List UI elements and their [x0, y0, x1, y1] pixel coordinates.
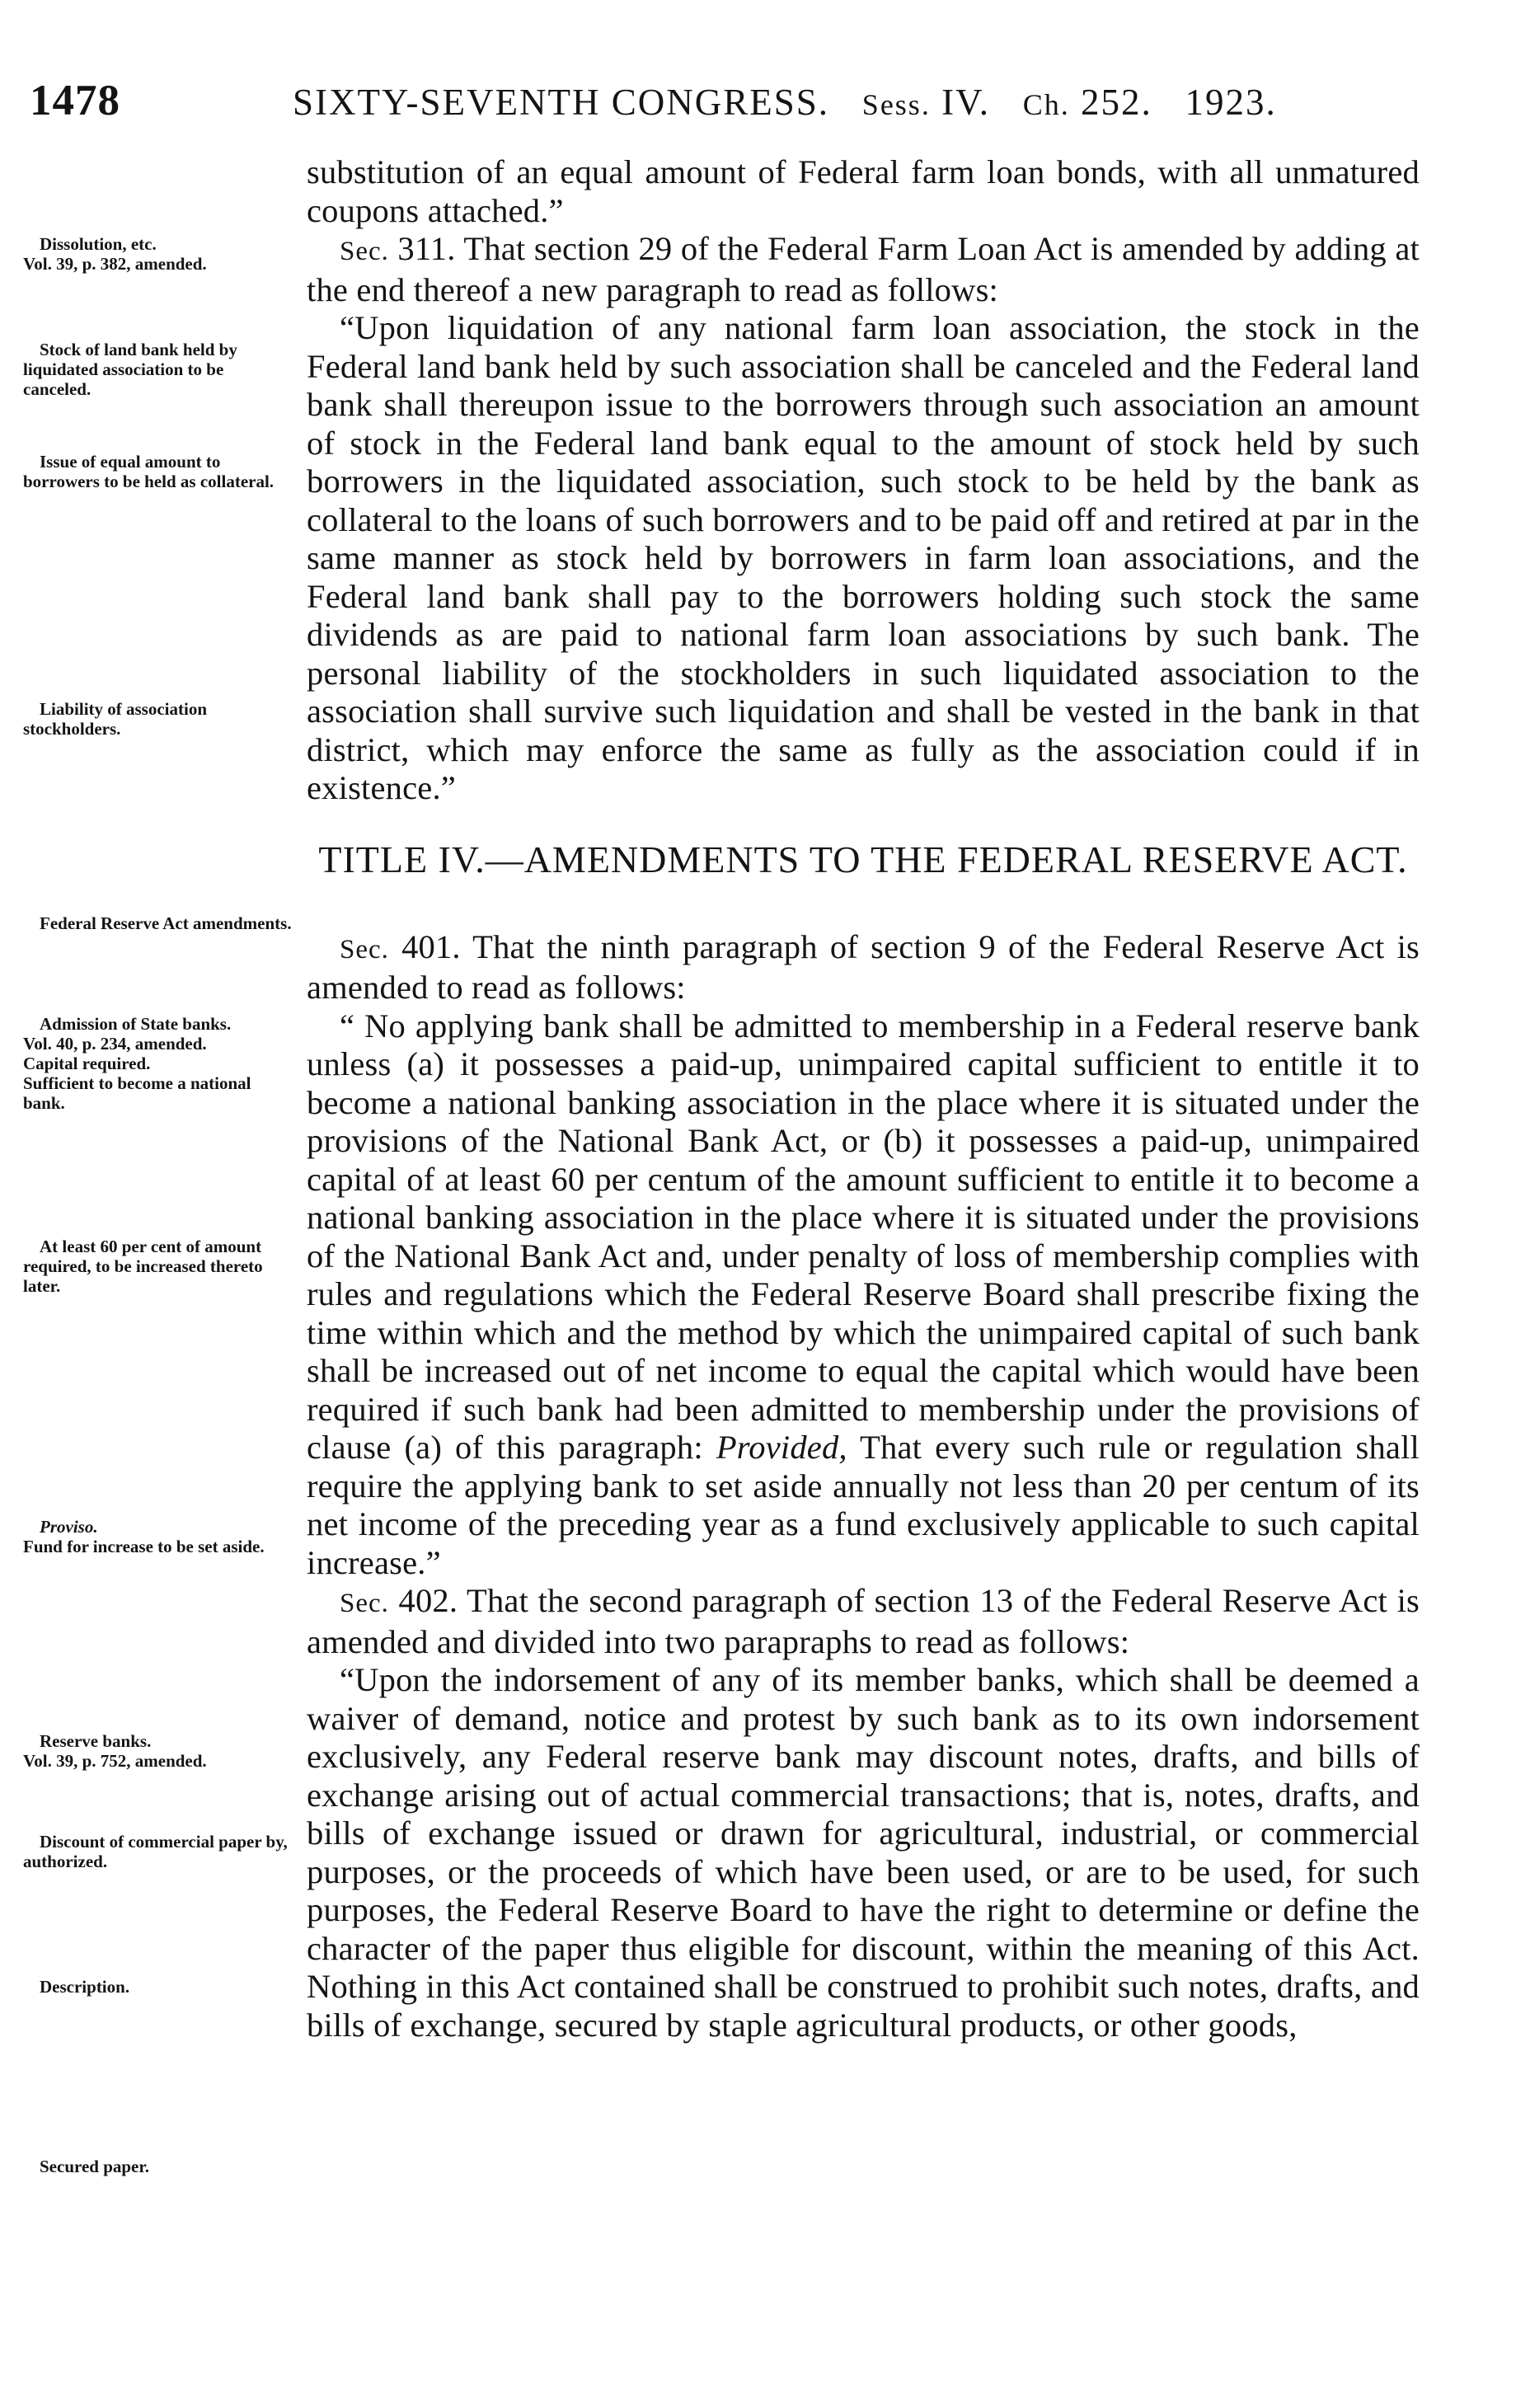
running-head-text — [293, 81, 1277, 124]
margin-note-frb-amendments: Federal Reserve Act amendments. — [40, 913, 292, 933]
running-header — [0, 76, 1516, 125]
margin-note-sufficient: Sufficient to become a national bank. — [23, 1073, 251, 1113]
section-311-text: 311. That section 29 of the Federal Farm Loan Act is amended by adding at the end thereof a new paragraph to read as follows: — [307, 230, 1420, 308]
section-402 — [307, 1582, 1420, 1661]
paragraph-no-applying-bank — [307, 1007, 1420, 1583]
section-401-label: Sec. — [340, 934, 389, 965]
paragraph-upon-liquidation: “Upon liquidation of any national farm loan association, the stock in the Federal land bank held by such association shall be canceled and the Federal land bank shall thereupon issue to the borrowers through such association an amount of stock in the Federal land bank equal to the amount of stock held by such borrowers in the liquidated association, such stock to be held by the bank as collateral to the loans of such borrowers and to be paid off and retired at par in the same manner as stock held by borrowers in farm loan associations, and the Federal land bank shall pay to the borrowers holding such stock the same dividends as are paid to national farm loan associations by such bank. The personal liability of the stockholders in such liquidated association to the association shall survive such liquidation and shall be vested in the bank in that district, which may enforce the same as fully as the association could if in existence.” — [307, 309, 1420, 806]
margin-note-liability: Liability of association stockholders. — [23, 699, 208, 739]
page-number: 1478 — [30, 77, 120, 124]
margin-note-dissolution: Dissolution, etc. Vol. 39, p. 382, amended. — [23, 234, 207, 274]
section-311 — [307, 230, 1420, 309]
margin-note-dissolution-ref: Vol. 39, p. 382, amended. — [23, 254, 207, 274]
paragraph-upon-indorsement: “Upon the indorsement of any of its member banks, which shall be deemed a waiver of demand, notice and protest by such bank as to its own indorsement exclusively, any Federal reserve bank may discount notes, drafts, and bills of exchange arising out of actual commercial transactions; that is, notes, drafts, and bills of exchange issued or drawn for agricultural, industrial, or commercial purposes, or the proceeds of which have been used, or are to be used, for such purposes, the Federal Reserve Board to have the right to determine or define the character of the paper thus eligible for discount, within the meaning of this Act. Nothing in this Act contained shall be construed to prohibit such notes, drafts, and bills of exchange, secured by staple agricultural products, or other goods, — [307, 1661, 1420, 2044]
paragraph-substitution: substitution of an equal amount of Federal farm loan bonds, with all unmatured coupons attached.” — [307, 153, 1420, 229]
margin-note-discount: Discount of commercial paper by, authorized. — [23, 1832, 288, 1871]
congress-title: SIXTY-SEVENTH CONGRESS. — [293, 82, 830, 123]
margin-note-at-least-60: At least 60 per cent of amount required, to be increased thereto later. — [23, 1237, 263, 1296]
paragraph-no-applying-bank-part-b: That every such rule or regulation shall require the applying bank to set aside annually not less than 20 per centum of its net income of the preceding year as a fund exclusively applicable to such capital increase.” — [307, 1429, 1420, 1581]
section-401 — [307, 928, 1420, 1007]
title-iv-heading: TITLE IV.—AMENDMENTS TO THE FEDERAL RESERVE ACT. — [318, 838, 1408, 880]
margin-note-admission: Admission of State banks. Vol. 40, p. 234, amended. Capital required. Sufficient to become a national bank. — [23, 1014, 251, 1113]
section-311-label: Sec. — [340, 237, 389, 266]
section-401-text: 401. That the ninth paragraph of section 9 of the Federal Reserve Act is amended to read as follows: — [307, 927, 1420, 1006]
margin-note-secured-paper: Secured paper. — [40, 2157, 150, 2176]
session-label: Sess. — [861, 88, 931, 121]
margin-note-stock-canceled: Stock of land bank held by liquidated association to be canceled. — [23, 340, 237, 399]
margin-note-reserve-banks: Reserve banks. Vol. 39, p. 752, amended. — [23, 1731, 207, 1771]
margin-note-reserve-banks-ref: Vol. 39, p. 752, amended. — [23, 1751, 207, 1771]
section-402-label: Sec. — [340, 1589, 389, 1618]
margin-note-proviso: Proviso. — [40, 1517, 98, 1537]
provided-word: Provided, — [716, 1429, 847, 1466]
main-text — [307, 153, 1420, 2044]
margin-note-capital-required: Capital required. — [23, 1054, 151, 1073]
margin-note-proviso-block — [23, 1517, 295, 1556]
margin-note-issue-equal: Issue of equal amount to borrowers to be held as collateral. — [23, 452, 275, 491]
margin-note-fund-increase: Fund for increase to be set aside. — [23, 1537, 265, 1556]
margin-note-admission-ref: Vol. 40, p. 234, amended. — [23, 1034, 207, 1054]
session-value: IV. — [941, 82, 991, 123]
paragraph-no-applying-bank-part-a: “ No applying bank shall be admitted to membership in a Federal reserve bank unless (a) it possesses a paid-up, unimpaired capital sufficient to entitle it to become a national banking association in the place where it is situated under the provisions of the National Bank Act, or (b) it possesses a paid-up, unimpaired capital of at least 60 per centum of the amount sufficient to entitle it to become a national banking association in the place where it is situated under the provisions of the National Bank Act and, under penalty of loss of membership complies with rules and regulations which the Federal Reserve Board shall prescribe fixing the time within which and the method by which the unimpaired capital of such bank shall be increased out of net income to equal the capital which would have been required if such bank had been admitted to membership under the provisions of clause (a) of this paragraph: — [307, 1007, 1420, 1466]
chapter-value: 252. — [1081, 82, 1152, 123]
chapter-label: Ch. — [1022, 88, 1070, 121]
section-402-text: 402. That the second paragraph of section 13 of the Federal Reserve Act is amended and divided into two parapraphs to read as follows: — [307, 1582, 1420, 1660]
margin-note-description: Description. — [40, 1977, 130, 1997]
year: 1923. — [1185, 82, 1277, 123]
